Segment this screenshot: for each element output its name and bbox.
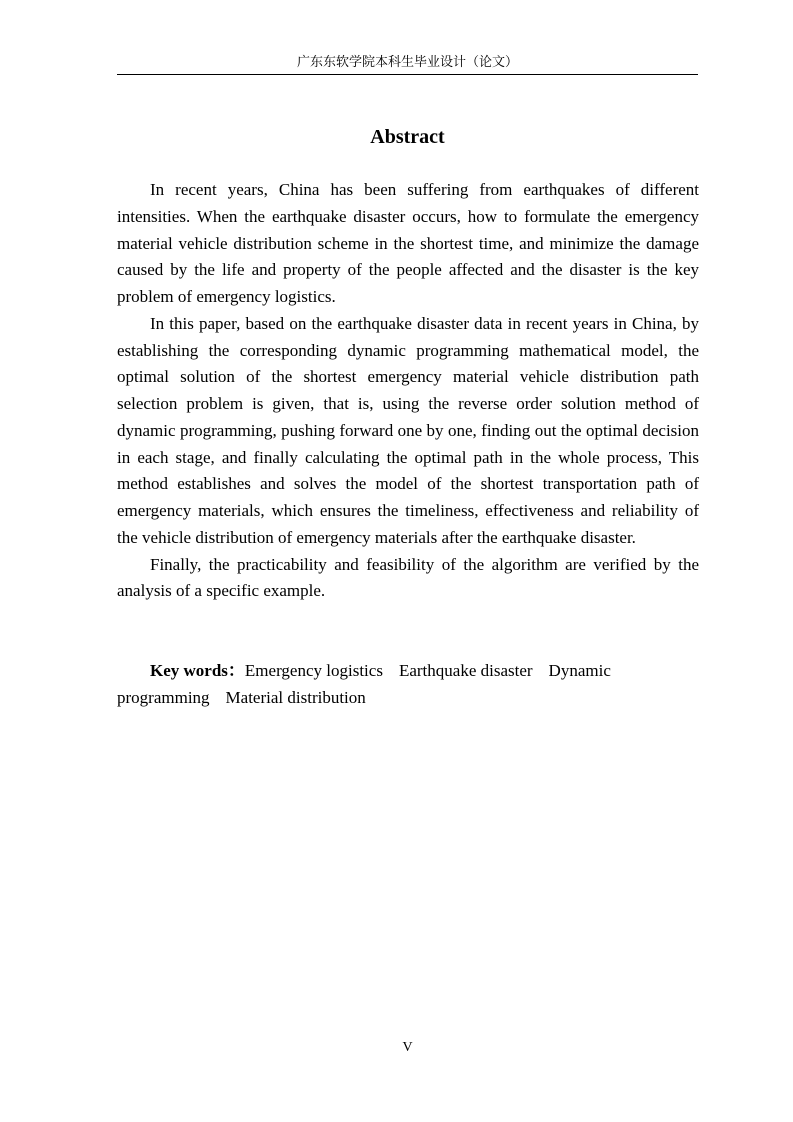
abstract-paragraph-1: In recent years, China has been suffering from earthquakes of different intensities. When the earthquake disaster occurs, how to formulate the emergency material vehicle distribution scheme in the shortest time, and minimize the damage caused by the life and property of the people affected and the disaster is the key problem of emergency logistics. — [117, 180, 699, 306]
keyword-item: Material distribution — [225, 688, 366, 707]
keyword-item: Earthquake disaster — [398, 661, 533, 680]
header-rule — [117, 74, 698, 75]
keyword-item: Emergency logistics — [244, 661, 383, 680]
keyword-item: Dynamic programming — [117, 661, 611, 707]
running-header: 广东东软学院本科生毕业设计（论文） — [296, 55, 518, 70]
abstract-title: Abstract — [370, 126, 445, 148]
abstract-body — [117, 177, 699, 605]
keywords-label: Key words： — [150, 661, 245, 680]
page-number: V — [402, 1040, 413, 1055]
keywords-line — [117, 657, 677, 711]
abstract-paragraph-2: In this paper, based on the earthquake disaster data in recent years in China, by establishing the corresponding dynamic programming mathematical model, the optimal solution of the shortest emergency material vehicle distribution path selection problem is given, that is, using the reverse order solution method of dynamic programming, pushing forward one by one, finding out the optimal decision in each stage, and finally calculating the optimal path in the whole process, This method establishes and solves the model of the shortest transportation path of emergency materials, which ensures the timeliness, effectiveness and reliability of the vehicle distribution of emergency materials after the earthquake disaster. — [117, 313, 699, 547]
abstract-paragraph-3: Finally, the practicability and feasibility of the algorithm are verified by the analysis of a specific example. — [117, 554, 699, 601]
